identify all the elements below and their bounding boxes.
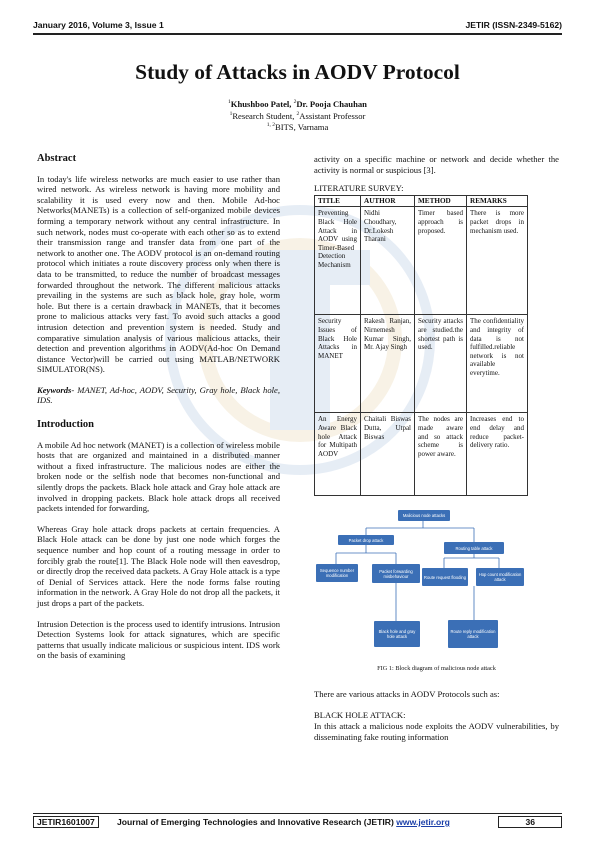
table-cell: Security Issues of Black Hole Attacks in MANET bbox=[315, 315, 361, 413]
diagram-node-root: Malicious node attacks bbox=[398, 510, 450, 521]
author-block bbox=[0, 99, 595, 134]
table-header-cell: TITLE bbox=[315, 195, 361, 207]
table-header-cell: METHOD bbox=[415, 195, 467, 207]
table-cell: Nidhi Choudhary, Dr.Lokesh Tharani bbox=[361, 207, 415, 315]
table-cell: Increases end to end delay and reduce packet-delivery ratio. bbox=[467, 413, 528, 496]
journal-link[interactable]: www.jetir.org bbox=[396, 817, 450, 827]
introduction-heading: Introduction bbox=[37, 419, 94, 431]
table-header-cell: AUTHOR bbox=[361, 195, 415, 207]
table-cell: The confidentiality and integrity of data is not fulfilled.reliable network is not available everytime. bbox=[467, 315, 528, 413]
diagram-node-black-gray-hole: Black hole and gray hole attack bbox=[374, 621, 420, 647]
black-hole-text: In this attack a malicious node exploits the AODV vulnerabilities, by disseminating fake routing information bbox=[314, 721, 559, 742]
right-column bbox=[314, 154, 559, 742]
header-issn: JETIR (ISSN-2349-5162) bbox=[465, 20, 562, 30]
author-names: $^1$Khushboo Patel, $^2$Dr. Pooja Chauhan bbox=[228, 99, 367, 109]
table-cell: Preventing Black Hole Attack in AODV using Timer-Based Detection Mechanism bbox=[315, 207, 361, 315]
intro-continuation: activity on a specific machine or network and decide whether the activity is normal or suspicious [3]. bbox=[314, 154, 559, 175]
table-cell: The nodes are made aware and so attack scheme is power aware. bbox=[415, 413, 467, 496]
table-header-cell: REMARKS bbox=[467, 195, 528, 207]
author-roles: $^1$Research Student, $^2$Assistant Professor bbox=[229, 110, 366, 121]
page-footer bbox=[33, 816, 562, 830]
intro-paragraph-1: A mobile Ad hoc network (MANET) is a collection of wireless mobile hosts that are organized and maintained in a distributed manner without a fixed infrastructure. The malicious nodes are either the broken node or the selfish node that becomes non-functional and silently drops the packets. Black hole attack and Gray hole attack are involved in dropping packets. Black hole attack drops all received packets intended for forwarding, bbox=[37, 439, 280, 514]
footer-journal: Journal of Emerging Technologies and Innovative Research (JETIR) www.jetir.org bbox=[117, 817, 450, 827]
footer-article-id: JETIR1601007 bbox=[33, 816, 99, 828]
table-row bbox=[315, 413, 528, 496]
header-rule bbox=[33, 33, 562, 35]
intro-paragraph-2: Whereas Gray hole attack drops packets at certain frequencies. A Black Hole attack can be done by just one node which forges the sequence number and hop count of a routing message in order to forcibly grab the route[1]. The Black Hole node will then eavesdrop, or directly drop the received data packets. A Gray Hole attack is a type of Denial of Services attack. Here the node forms false routing information in the network. A Gray Hole do not drop all the packets, it just drops a part of the packets. bbox=[37, 523, 280, 608]
left-column bbox=[37, 154, 280, 671]
paper-title: Study of Attacks in AODV Protocol bbox=[135, 60, 460, 84]
table-header-row bbox=[315, 195, 528, 207]
diagram-node-hop-count: Hop count modification attack bbox=[476, 568, 524, 586]
footer-rule bbox=[33, 813, 562, 814]
malicious-attack-diagram bbox=[314, 508, 559, 658]
table-row bbox=[315, 207, 528, 315]
table-cell: Security attacks are studied.the shortest path is used. bbox=[415, 315, 467, 413]
diagram-node-routing-table: Routing table attack bbox=[444, 542, 504, 554]
table-cell: Timer based approach is proposed. bbox=[415, 207, 467, 315]
table-cell: Chaitali Biswas Dutta, Utpal Biswas bbox=[361, 413, 415, 496]
diagram-node-route-reply: Route reply modification attack bbox=[448, 620, 498, 648]
diagram-node-sequence: Sequence number modification bbox=[316, 564, 358, 582]
table-cell: Rakesh Ranjan, Nirnemesh Kumar Singh, Mr. Ajay Singh bbox=[361, 315, 415, 413]
abstract-text: In today's life wireless networks are much easier to use rather than wired network. As wireless network is having more mobility and scalability it is used every now and then. Mobile Ad-hoc Networks(MANETs) is a collection of self-organized mobile devices forming a temporary network without any central infrastructure. In such network, nodes must co-operate with each other so as to extend their transmission range and transfer data from one part of the network to another one. The AODV protocol is an on-demand routing protocol which initiates a route discovery process only when there is data to be transmitted, to reduce the number of broadcast messages forwarded throughout the network. The different malicious attacks prevailing in the systems are such as black hole, gray hole, worm hole. But there is a certain drawback in MANETs, that it becomes prone to malicious attacks very fast. To avoid such attacks a good intrusion detection and prevention system is needed. Study and comparative simulation analysis of various malicious attacks, their detection and prevention algorithms in AODV(Ad-hoc On Demand distance Vector)will be carried out using MATLAB/NETWORK SIMULATOR(NS). bbox=[37, 173, 280, 375]
intro-paragraph-3: Intrusion Detection is the process used to identify intrusions. Intrusion Detection Systems look for attack signatures, which are specific patterns that usually indicate malicious or suspicious intent. IDS work on the basis of examining bbox=[37, 618, 280, 661]
header-issue: January 2016, Volume 3, Issue 1 bbox=[33, 20, 164, 30]
table-cell: There is more packet drops in mechanism used. bbox=[467, 207, 528, 315]
abstract-heading: Abstract bbox=[37, 153, 77, 164]
figure-caption: FIG 1: Block diagram of malicious node attack bbox=[377, 665, 496, 673]
page-header bbox=[33, 20, 562, 34]
table-row bbox=[315, 315, 528, 413]
attacks-intro: There are various attacks in AODV Protocols such as: bbox=[314, 688, 500, 699]
author-institution: $^{1, 2}$BITS, Varnama bbox=[266, 122, 329, 132]
black-hole-heading: BLACK HOLE ATTACK: bbox=[314, 709, 406, 720]
keywords: Keywords- MANET, Ad-hoc, AODV, Security, Gray hole, Black hole, IDS. bbox=[37, 384, 280, 406]
diagram-node-forwarding: Packet forwarding misbehaviour bbox=[372, 564, 420, 583]
diagram-node-flooding: Route request flooding bbox=[422, 568, 468, 586]
diagram-node-packet-drop: Packet drop attack bbox=[338, 535, 394, 545]
literature-survey-heading: LITERATURE SURVEY: bbox=[314, 183, 404, 194]
table-cell: An Energy Aware Black hole Attack for Multipath AODV bbox=[315, 413, 361, 496]
literature-table bbox=[314, 195, 528, 497]
page-number: 36 bbox=[498, 816, 562, 828]
